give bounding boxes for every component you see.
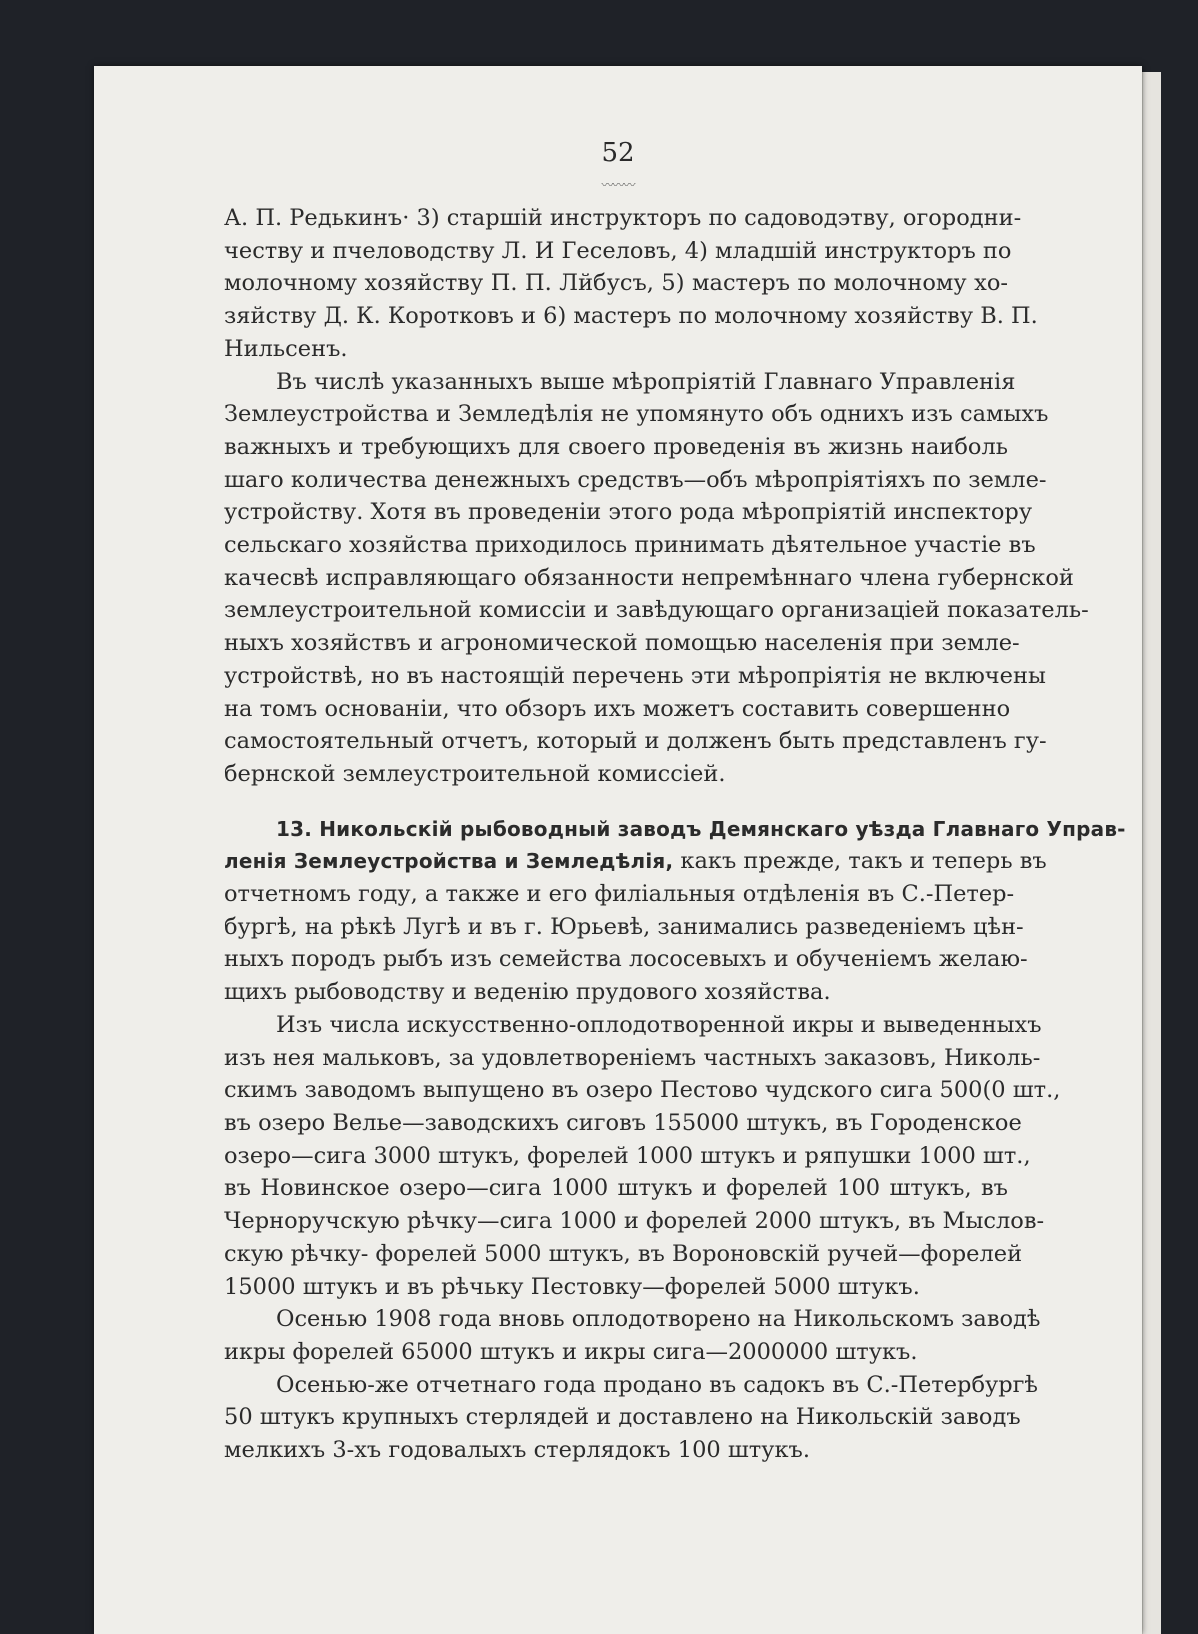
paragraph-land-management <box>224 366 1089 791</box>
text-line: икры форелей 65000 штукъ и икры сига—2000000 штукъ. <box>224 1338 918 1365</box>
text-line: Нильсенъ. <box>224 335 348 362</box>
text-line: шаго количества денежныхъ средствъ—объ мѣропріятіяхъ по земле- <box>224 466 1047 493</box>
text-line: землеустроительной комиссіи и завѣдующаго организаціей показатель- <box>224 597 1089 624</box>
paragraph-autumn-fertilization <box>224 1303 1041 1368</box>
text-line: важныхъ и требующихъ для своего проведенія въ жизнь наиболь <box>224 433 1008 460</box>
text-line: на томъ основаніи, что обзоръ ихъ можетъ составить совершенно <box>224 695 1011 722</box>
text-line: ныхъ породъ рыбъ изъ семейства лососевыхъ и обученіемъ желаю- <box>224 946 1028 973</box>
text-run: какъ прежде, такъ и теперь въ <box>673 848 1047 875</box>
paragraph-sterlet <box>224 1369 1038 1467</box>
text-line: честву и пчеловодству Л. И Геселовъ, 4) младшій инструкторъ по <box>224 237 1012 264</box>
text-line: въ озеро Велье—заводскихъ сиговъ 155000 штукъ, въ Городенское <box>224 1109 1022 1136</box>
text-line: мелкихъ 3-хъ годовалыхъ стерлядокъ 100 штукъ. <box>224 1437 810 1464</box>
text-line: отчетномъ году, а также и его филіальныя отдѣленія въ С.-Петер- <box>224 881 1015 908</box>
document-text <box>224 202 1126 1467</box>
text-line: Изъ числа искусственно-оплодотворенной икры и выведенныхъ <box>276 1011 1042 1038</box>
text-line <box>224 845 1047 878</box>
text-line: зяйству Д. К. Коротковъ и 6) мастеръ по молочному хозяйству В. П. <box>224 303 1038 330</box>
text-line: самостоятельный отчетъ, который и долженъ быть представленъ гу- <box>224 728 1047 755</box>
text-line: Осенью-же отчетнаго года продано въ садокъ въ С.-Петербургѣ <box>276 1371 1038 1398</box>
text-line: озеро—сига 3000 штукъ, форелей 1000 штукъ и ряпушки 1000 шт., <box>224 1142 1031 1169</box>
text-line: 15000 штукъ и въ рѣчьку Пестовку—форелей 5000 штукъ. <box>224 1273 920 1300</box>
text-line: ныхъ хозяйствъ и агрономической помощью населенія при земле- <box>224 630 1020 657</box>
text-line: бургѣ, на рѣкѣ Лугѣ и въ г. Юрьевѣ, занимались разведеніемъ цѣн- <box>224 913 1024 940</box>
text-line: скую рѣчку- форелей 5000 штукъ, въ Вороновскій ручей—форелей <box>224 1240 1023 1267</box>
text-line: Черноручскую рѣчку—сига 1000 и форелей 2000 штукъ, въ Мыслов- <box>224 1208 1045 1235</box>
text-line: бернской землеустроительной комиссіей. <box>224 760 726 787</box>
text-line: изъ нея мальковъ, за удовлетвореніемъ частныхъ заказовъ, Николь- <box>224 1044 1041 1071</box>
text-line: щихъ рыбоводству и веденію прудового хозяйства. <box>224 979 831 1006</box>
section-gap <box>224 791 1008 813</box>
text-line: Осенью 1908 года вновь оплодотворено на Никольскомъ заводѣ <box>276 1306 1041 1333</box>
adjacent-page-edge <box>1142 72 1161 1634</box>
text-line: въ Новинское озеро—сига 1000 штукъ и форелей 100 штукъ, въ <box>224 1175 1008 1202</box>
text-line: устройству. Хотя въ проведеніи этого рода мѣропріятій инспектору <box>224 499 1033 526</box>
text-line: Въ числѣ указанныхъ выше мѣропріятій Главнаго Управленія <box>276 368 1016 395</box>
text-line: скимъ заводомъ выпущено въ озеро Пестово чудского сига 500(0 шт., <box>224 1077 1061 1104</box>
text-line: 50 штукъ крупныхъ стерлядей и доставлено на Никольскій заводъ <box>224 1404 1021 1431</box>
text-line: сельскаго хозяйства приходилось принимать дѣятельное участіе въ <box>224 532 1036 559</box>
section-13-fish-hatchery <box>224 813 1126 1009</box>
section-heading-continued: ленія Землеустройства и Земледѣлія, <box>224 849 674 874</box>
page-number: 52 <box>601 138 635 168</box>
paragraph-staff-list <box>224 202 1038 366</box>
section-heading: 13. Никольскій рыбоводный заводъ Демянскаго уѣзда Главнаго Управ- <box>276 816 1126 841</box>
page-number-ornament: 〰〰〰 <box>601 178 635 192</box>
text-line: качесвѣ исправляющаго обязанности непремѣннаго члена губернской <box>224 564 1074 591</box>
paragraph-fish-release <box>224 1009 1061 1303</box>
text-line: А. П. Редькинъ· 3) старшій инструкторъ по садоводэтву, огородни- <box>224 205 1022 231</box>
document-page <box>94 66 1142 1634</box>
text-line: молочному хозяйству П. П. Лйбусъ, 5) мастеръ по молочному хо- <box>224 270 1008 297</box>
text-line: Землеустройства и Земледѣлія не упомянуто объ однихъ изъ самыхъ <box>224 401 1049 428</box>
text-line: устройствѣ, но въ настоящій перечень эти мѣропріятія не включены <box>224 662 1046 689</box>
